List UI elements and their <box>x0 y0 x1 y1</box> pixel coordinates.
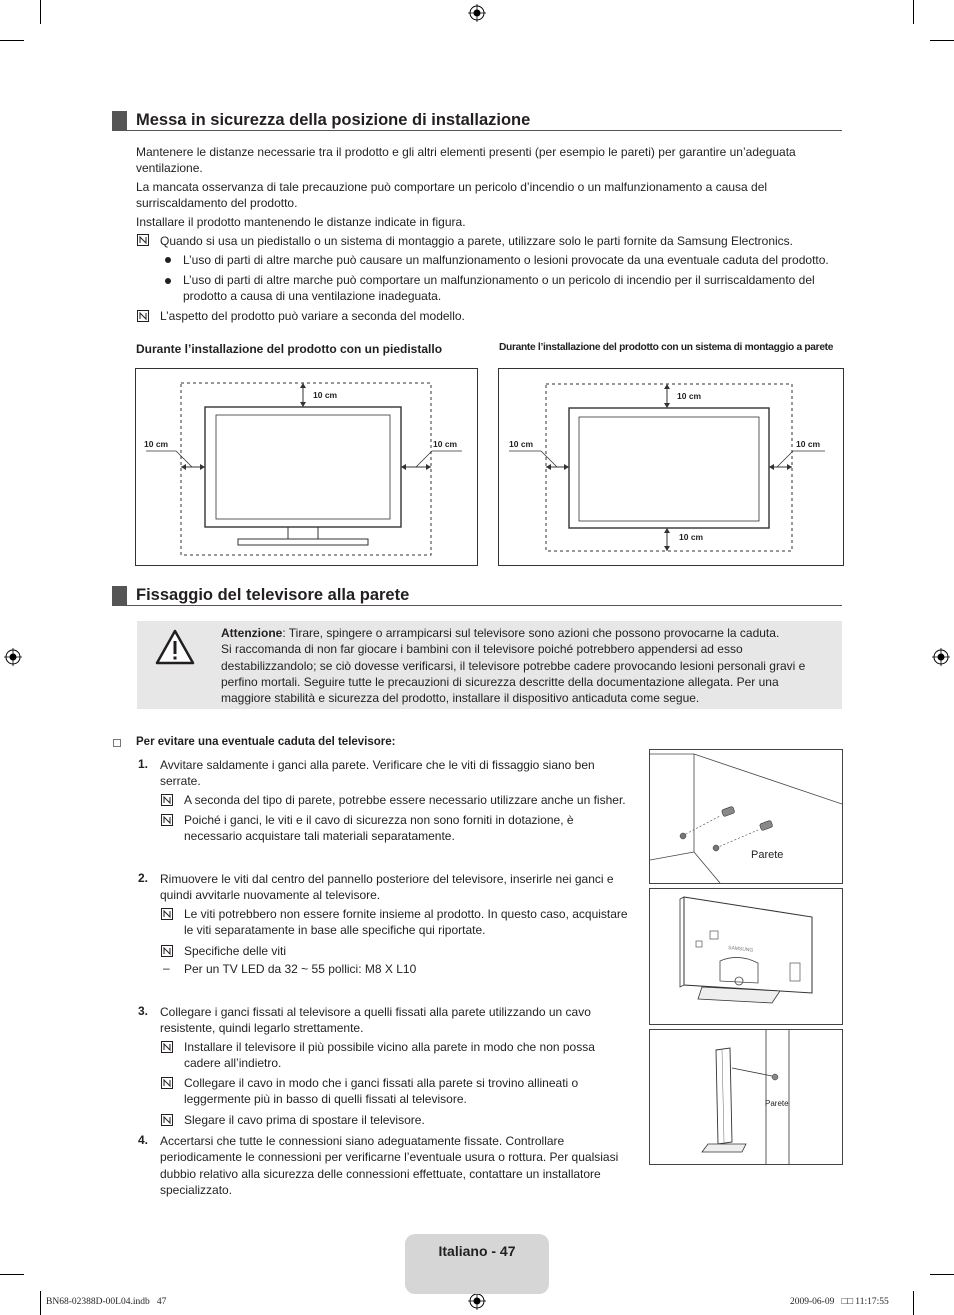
bullet-text: L’uso di parti di altre marche può causare un malfunzionamento o lesioni provocate da una eventuale caduta del prodotto. <box>183 253 829 267</box>
warning-line: : Tirare, spingere o arrampicarsi sul televisore sono azioni che possono provocarne la caduta. <box>282 626 780 640</box>
bullet-icon <box>165 257 171 263</box>
tv-back-illustration <box>649 888 843 1025</box>
note-icon <box>161 794 173 806</box>
dash-mark: – <box>163 961 170 975</box>
crop-mark <box>40 1291 41 1315</box>
note-icon <box>161 1041 173 1053</box>
distance-label-left: 10 cm <box>509 439 534 449</box>
wall-label: Parete <box>751 849 784 861</box>
step-text: Accertarsi che tutte le connessioni siano adeguatamente fissate. Controllare periodicamente le connessioni per verificarne l’eventuale usura o rottura. Per qualsiasi dubbio relativo alla sicurezza delle connessioni effettuate, contattare un installatore specializzato. <box>160 1134 619 1198</box>
step-text: Avvitare saldamente i ganci alla parete. Verificare che le viti di fissaggio siano ben serrate. <box>160 758 595 789</box>
section-title: Messa in sicurezza della posizione di installazione <box>136 111 531 129</box>
paragraph: La mancata osservanza di tale precauzione può comportare un pericolo d’incendio o un malfunzionamento a causa del surriscaldamento del prodotto. <box>136 180 768 211</box>
note-text: Poiché i ganci, le viti e il cavo di sicurezza non sono forniti in dotazione, è necessario acquistare tali materiali separatamente. <box>184 813 574 844</box>
registration-mark-icon <box>4 648 22 666</box>
paragraph: Installare il prodotto mantenendo le distanze indicate in figura. <box>136 215 466 229</box>
registration-mark-icon <box>468 4 486 22</box>
note-text: Slegare il cavo prima di spostare il televisore. <box>184 1113 425 1127</box>
tv-stand-illustration <box>136 369 477 565</box>
figure-caption-wall: Durante l’installazione del prodotto con un sistema di montaggio a parete <box>499 342 834 353</box>
tv-wall-illustration <box>499 369 843 565</box>
warning-text <box>221 625 821 706</box>
section-heading <box>112 585 842 606</box>
heading-bar <box>112 111 127 130</box>
dash-text: Per un TV LED da 32 ~ 55 pollici: M8 X L10 <box>184 962 417 976</box>
heading-bar <box>112 586 127 605</box>
diagram-wall-mount-installation <box>498 368 844 566</box>
note-icon <box>137 234 149 246</box>
note-text: A seconda del tipo di parete, potrebbe essere necessario utilizzare anche un fisher. <box>184 793 626 807</box>
crop-mark <box>0 40 24 41</box>
crop-mark <box>40 0 41 24</box>
note-icon <box>161 1114 173 1126</box>
warning-body: Si raccomanda di non far giocare i bambini con il televisore poiché potrebbero appendersi ad esso destabilizzandolo; se ciò dovesse verificarsi, il televisore potrebbe cadere provocando lesioni personali gravi e perfino mortali. Seguire tutte le precauzioni di sicurezza descritte della documentazione allegata. Per una maggiore stabilità e sicurezza del prodotto, installare il dispositivo anticaduta come segue. <box>221 642 806 706</box>
diagram-stand-installation <box>135 368 478 566</box>
section-title: Fissaggio del televisore alla parete <box>136 586 410 604</box>
timestamp: 2009-06-09 □□ 11:17:55 <box>790 1297 889 1307</box>
note-icon <box>161 1077 173 1089</box>
bullet-icon <box>165 278 171 284</box>
distance-label-bottom: 10 cm <box>679 532 704 542</box>
note-icon <box>137 310 149 322</box>
paragraph: Mantenere le distanze necessarie tra il prodotto e gli altri elementi presenti (per esempio le pareti) per garantire un’adeguata ventilazione. <box>136 145 796 176</box>
square-bullet-icon <box>113 739 121 747</box>
step-text: Rimuovere le viti dal centro del pannello posteriore del televisore, inserirle nei ganci e quindi avvitarle nuovamente al televisore. <box>160 872 614 903</box>
step-number: 1. <box>138 757 149 771</box>
distance-label-top: 10 cm <box>677 391 702 401</box>
crop-mark <box>930 1274 954 1275</box>
registration-mark-icon <box>468 1292 486 1310</box>
note-icon <box>161 908 173 920</box>
note-text: Le viti potrebbero non essere fornite insieme al prodotto. In questo caso, acquistare le viti separatamente in base alle specifiche qui riportate. <box>184 907 628 938</box>
crop-mark <box>913 0 914 24</box>
warning-box <box>137 621 842 709</box>
tv-side-illustration <box>649 1029 843 1165</box>
section-heading <box>112 110 842 131</box>
step-number: 4. <box>138 1133 149 1147</box>
file-info: BN68-02388D-00L04.indb 47 <box>46 1297 167 1307</box>
note-text: L’aspetto del prodotto può variare a seconda del modello. <box>160 309 465 323</box>
note-icon <box>161 945 173 957</box>
brand-marking: SAMSUNG <box>727 945 754 954</box>
distance-label-right: 10 cm <box>796 439 821 449</box>
page-number-tab <box>405 1234 549 1294</box>
bullet-text: L’uso di parti di altre marche può comportare un malfunzionamento o un pericolo di incendio per il surriscaldamento del prodotto a causa di una ventilazione inadeguata. <box>183 273 815 304</box>
step-number: 3. <box>138 1004 149 1018</box>
note-icon <box>161 814 173 826</box>
crop-mark <box>930 40 954 41</box>
tv-side-drawing <box>650 1030 842 1164</box>
distance-label-right: 10 cm <box>433 439 458 449</box>
distance-label-left: 10 cm <box>144 439 169 449</box>
registration-mark-icon <box>932 648 950 666</box>
note-text: Collegare il cavo in modo che i ganci fissati alla parete si trovino allineati o leggermente più in basso di quelli fissati al televisore. <box>184 1076 579 1107</box>
page-number: Italiano - 47 <box>438 1243 516 1259</box>
warning-triangle-icon <box>155 629 195 665</box>
step-number: 2. <box>138 871 149 885</box>
figure-caption-stand: Durante l’installazione del prodotto con un piedistallo <box>136 342 443 356</box>
wall-hooks-drawing <box>650 750 842 883</box>
note-text: Quando si usa un piedistallo o un sistema di montaggio a parete, utilizzare solo le parti fornite da Samsung Electronics. <box>160 234 794 248</box>
crop-mark <box>0 1274 24 1275</box>
distance-label-top: 10 cm <box>313 390 338 400</box>
note-text: Installare il televisore il più possibile vicino alla parete in modo che non possa cadere all’indietro. <box>184 1040 595 1071</box>
warning-label: Attenzione <box>221 626 283 640</box>
wall-hooks-illustration <box>649 749 843 884</box>
step-text: Collegare i ganci fissati al televisore a quelli fissati alla parete utilizzando un cavo resistente, quindi legarlo strettamente. <box>160 1005 591 1036</box>
tv-back-drawing <box>650 889 842 1024</box>
crop-mark <box>913 1291 914 1315</box>
subheading: Per evitare una eventuale caduta del televisore: <box>136 736 396 748</box>
wall-label: Parete <box>765 1099 789 1108</box>
note-text: Specifiche delle viti <box>184 944 287 958</box>
